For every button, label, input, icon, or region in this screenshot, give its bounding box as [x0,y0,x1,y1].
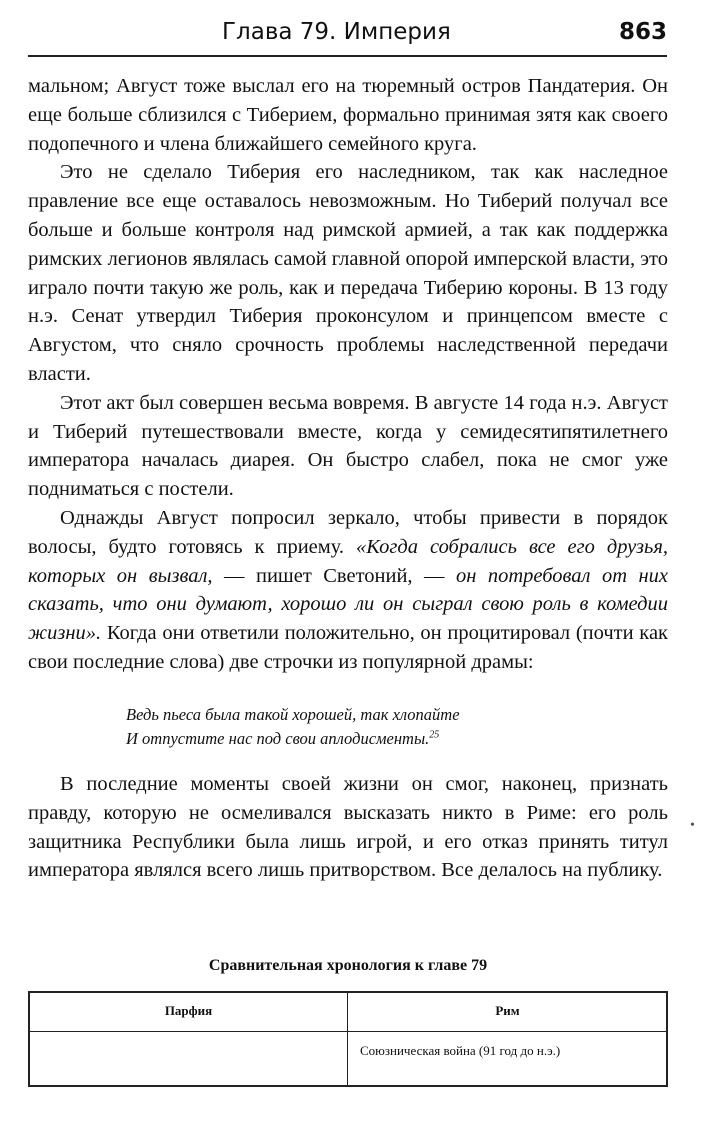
header-rule [28,55,667,57]
verse-line-2 [126,727,646,751]
column-header-rome: Рим [495,1003,520,1018]
chronology-table [28,991,668,1087]
paragraph-4-text-a: Однажды Август попросил зеркало, чтобы привести в порядок волосы, будто готовясь к приему. [28,506,668,558]
verse-line-1: Ведь пьеса была такой хорошей, так хлопайте [126,705,460,724]
paragraph-5: В последние моменты своей жизни он смог, наконец, признать правду, которую не осмеливался высказать никто в Риме: его роль защитника Республики была лишь игрой, и его отказ принять титул императора являлся всего лишь притворством. Все делалось на публику. [28,773,668,882]
paragraph-4 [28,504,668,677]
closing-text [28,770,668,885]
header-divider [30,1031,666,1032]
paragraph-3: Этот акт был совершен весьма вовремя. В августе 14 года н.э. Август и Тиберий путешествовали вместе, когда у семидесятипятилетнего императора началась диарея. Он быстро слабел, пока не смог уже подниматься с постели. [28,391,668,501]
column-header-parthia: Парфия [164,1003,213,1018]
footnote-reference: 25 [429,729,440,741]
chapter-title: Глава 79. Империя [222,19,451,45]
suetonius-quote-2: он потребовал от них сказать, что они думают, хорошо ли он сыграл свою роль в комедии жизни». [28,564,668,645]
verse-quote [126,703,646,751]
paragraph-2: Это не сделало Тиберия его наследником, так как наследное правление все еще оставалось невозможным. Но Тиберий получал все больше и больше контроля над римской армией, а так как поддержка римских легионов являлась самой главной опорой имперской власти, это играло почти такую же роль, как и передача Тиберию короны. В 13 году н.э. Сенат утвердил Тиберия проконсулом и принцепсом вместе с Августом, что сняло срочность проблемы наследственной передачи власти. [28,161,668,385]
table-cell-rome: Союзническая война (91 год до н.э.) [360,1043,561,1058]
main-text [28,72,668,677]
table-caption: Сравнительная хронология к главе 79 [208,957,488,974]
margin-dot: • [690,818,695,833]
verse-line-2-text: И отпустите нас под свои аплодисменты. [126,729,430,748]
paragraph-4-text-b: — пишет Светоний, — [212,564,456,587]
suetonius-quote-1: «Когда собрались все его друзья, которых он вызвал, [28,535,668,587]
paragraph-1: мальном; Август тоже выслал его на тюремный остров Пандатерия. Он еще больше сблизился с Тиберием, формально принимая зятя как своего подопечного и члена ближайшего семейного круга. [28,75,668,155]
page-number: 863 [618,19,667,45]
paragraph-4-text-c: Когда они ответили положительно, он процитировал (почти как свои последние слова) две строчки из популярной драмы: [28,622,668,673]
running-head [222,14,667,50]
